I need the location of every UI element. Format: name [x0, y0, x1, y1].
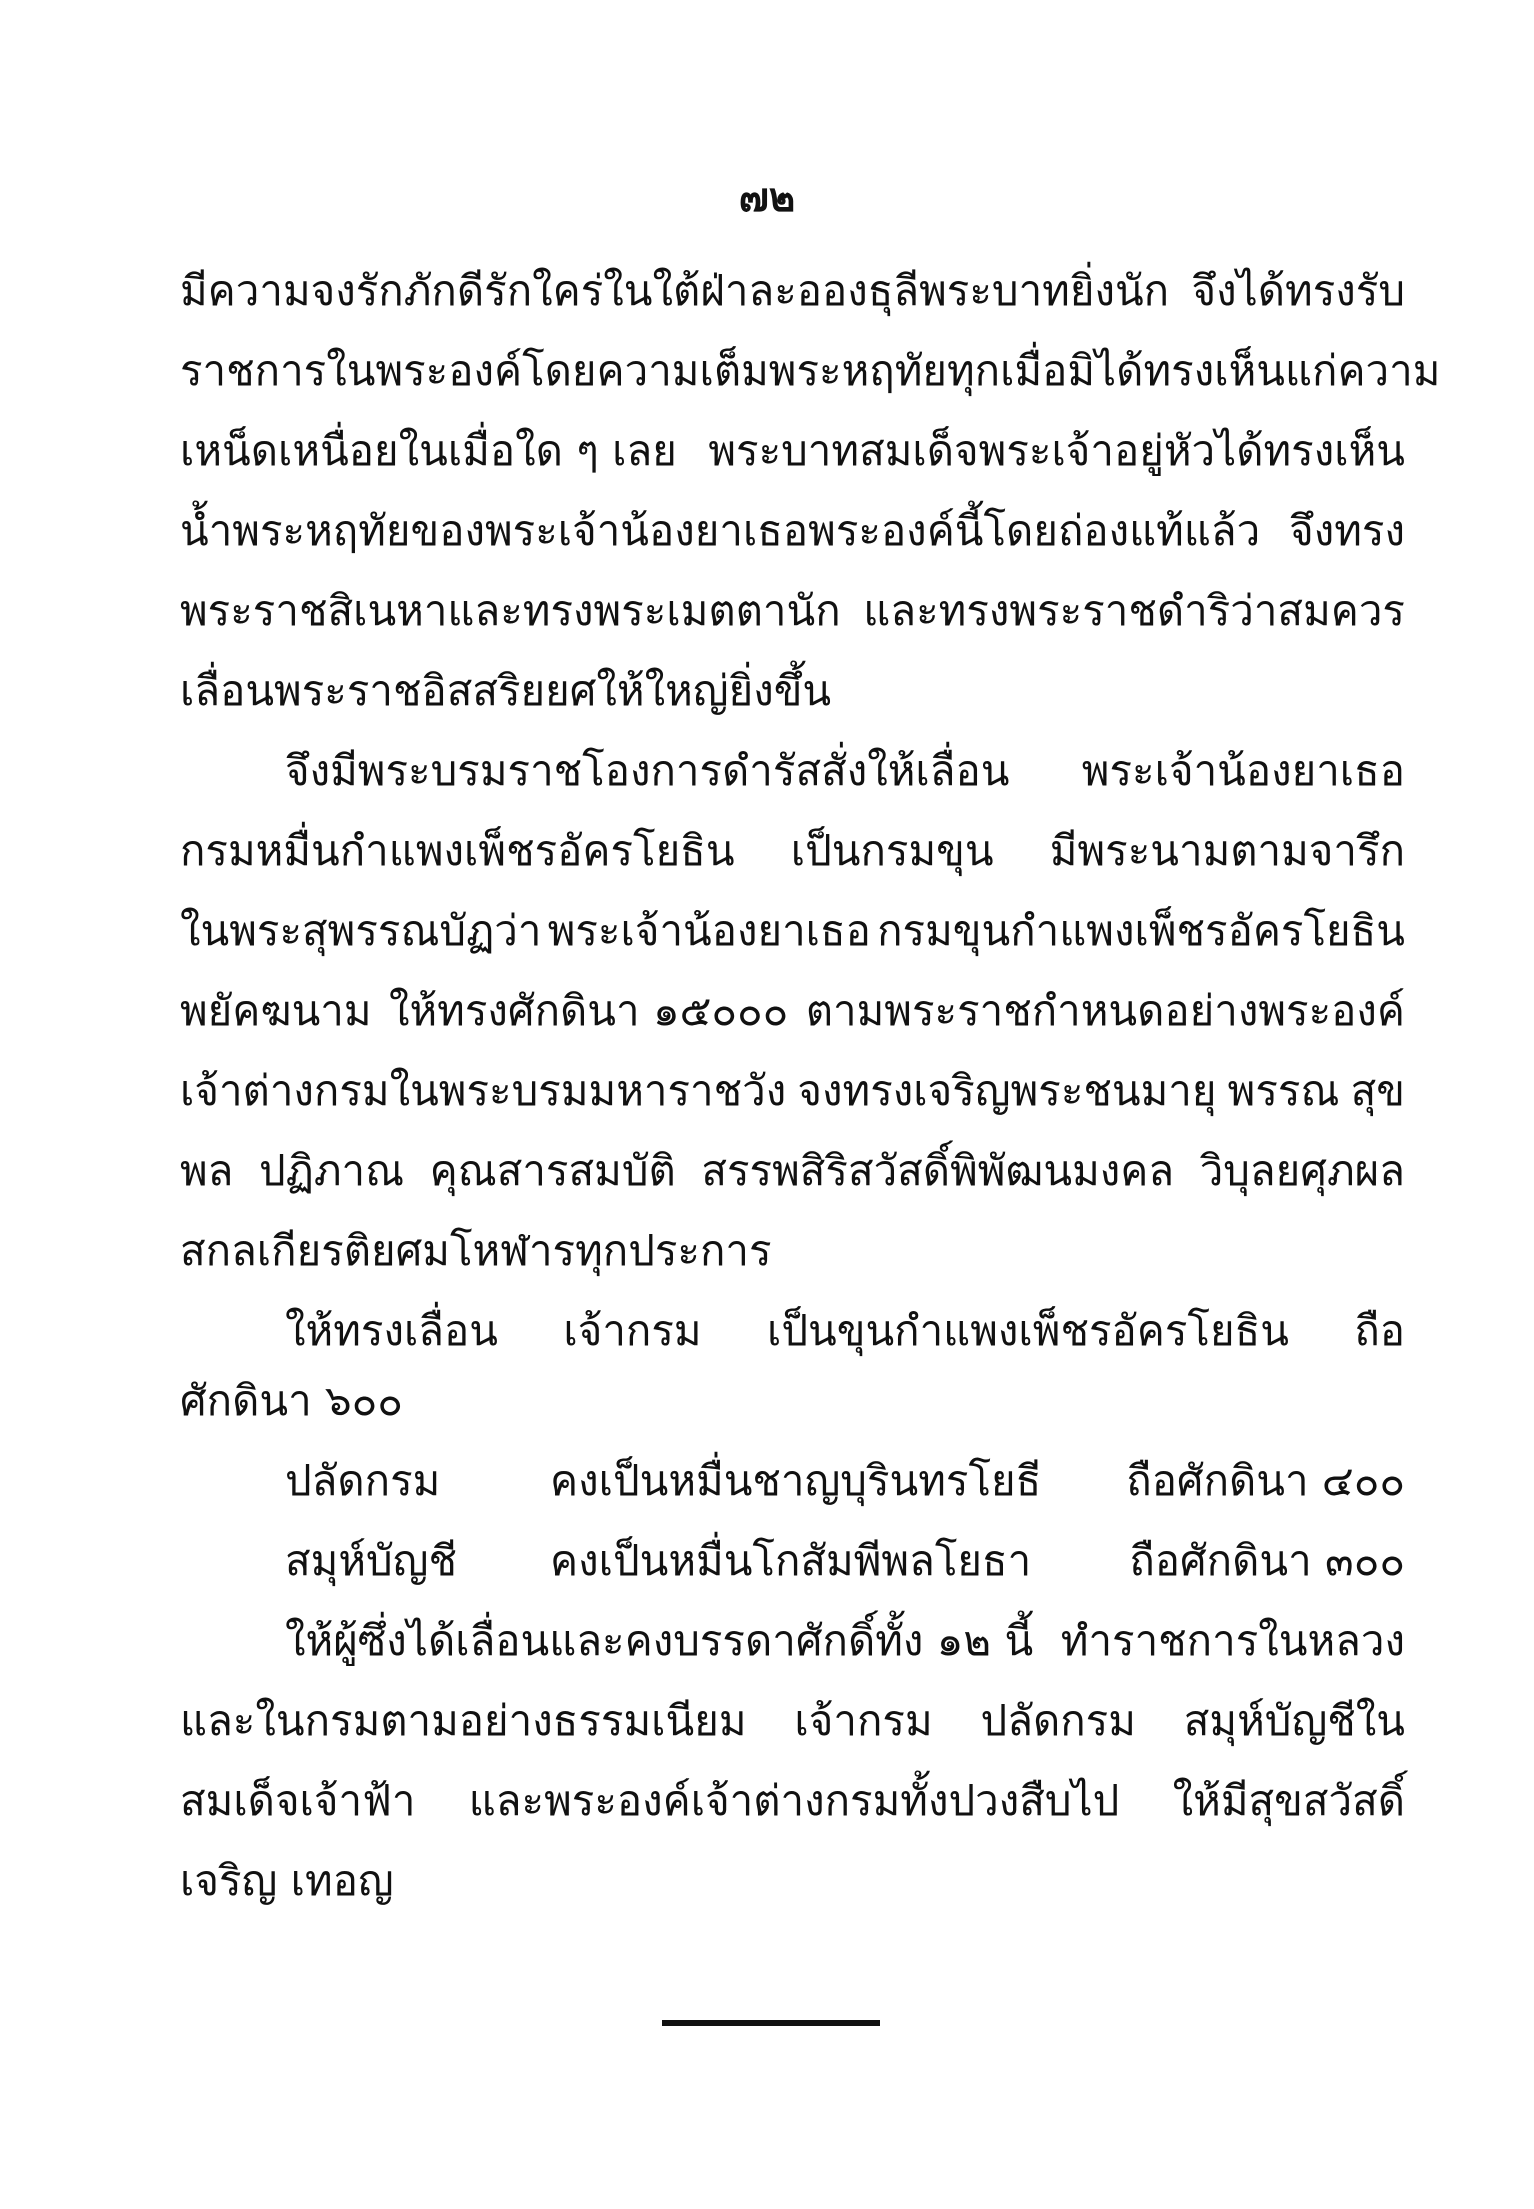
- text-segment: และในกรมตามอย่างธรรมเนียม: [180, 1696, 747, 1745]
- text-segment: พระเจ้าน้องยาเธอ: [1081, 746, 1405, 795]
- text-line: [180, 896, 1405, 966]
- official-name: คงเป็นหมื่นโกสัมพีพลโยธา: [550, 1536, 1032, 1585]
- text-line: [285, 1606, 1405, 1676]
- text-segment: มิได้ทรงเห็นแก่ความ: [1067, 346, 1441, 395]
- text-segment: และทรงพระราชดำริว่าสมควร: [863, 586, 1405, 635]
- text-segment: พล: [180, 1146, 234, 1195]
- text-segment: ศักดินา ๖๐๐: [180, 1376, 403, 1425]
- text-segment: ให้ทรงศักดินา ๑๕๐๐๐: [388, 986, 789, 1035]
- text-line: [180, 1366, 1405, 1436]
- text-segment: เป็นขุนกำแพงเพ็ชรอัครโยธิน: [767, 1306, 1289, 1355]
- official-row: [285, 1526, 1405, 1596]
- text-segment: เจ้าต่างกรมในพระบรมมหาราชวัง: [180, 1066, 787, 1115]
- text-line: [180, 1846, 1405, 1916]
- text-segment: สรรพสิริสวัสดิ์พิพัฒนมงคล: [701, 1146, 1175, 1195]
- text-segment: พรรณ: [1227, 1066, 1340, 1115]
- text-line: [285, 1296, 1405, 1366]
- text-line: [180, 1056, 1405, 1126]
- text-line: [180, 976, 1405, 1046]
- text-segment: ในพระสุพรรณบัฏว่า: [180, 906, 542, 955]
- text-line: [180, 416, 1405, 486]
- text-segment: กรมขุนกำแพงเพ็ชรอัครโยธิน: [877, 906, 1405, 955]
- text-segment: ปลัดกรม: [980, 1696, 1136, 1745]
- text-segment: ทำราชการในหลวง: [1060, 1616, 1405, 1665]
- text-segment: มีความจงรักภักดีรักใคร่ในใต้ฝ่าละอองธุลีพระบาทยิ่งนัก: [180, 266, 1170, 315]
- official-row: [285, 1446, 1405, 1516]
- text-segment: เลื่อนพระราชอิสสริยยศให้ใหญ่ยิ่งขึ้น: [180, 666, 832, 715]
- text-segment: ปฏิภาณ: [259, 1146, 405, 1195]
- closing-rule: [662, 2020, 880, 2026]
- text-segment: สกลเกียรติยศมโหฬารทุกประการ: [180, 1226, 772, 1275]
- text-line: [180, 656, 1405, 726]
- text-segment: ราชการในพระองค์โดยความเต็มพระหฤทัยทุกเมื่อ: [180, 346, 1068, 395]
- text-line: [180, 178, 1405, 248]
- text-segment: พยัคฆนาม: [180, 986, 372, 1035]
- text-segment: เจ้ากรม: [794, 1696, 933, 1745]
- official-rank: ถือศักดินา ๔๐๐: [1126, 1456, 1405, 1505]
- text-segment: จงทรงเจริญพระชนมายุ: [797, 1066, 1217, 1115]
- text-segment: ให้ทรงเลื่อน: [285, 1306, 498, 1355]
- official-rank: ถือศักดินา ๓๐๐: [1129, 1536, 1405, 1585]
- text-segment: เหน็ดเหนื่อยในเมื่อใด ๆ เลย: [180, 426, 677, 475]
- text-segment: พระบาทสมเด็จพระเจ้าอยู่หัวได้ทรงเห็น: [708, 426, 1405, 475]
- official-title: ปลัดกรม: [285, 1456, 441, 1505]
- text-segment: สมุห์บัญชีใน: [1183, 1696, 1405, 1745]
- text-segment: ตามพระราชกำหนดอย่างพระองค์: [805, 986, 1405, 1035]
- text-line: [180, 496, 1405, 566]
- text-segment: สุข: [1350, 1066, 1405, 1115]
- text-line: [180, 1686, 1405, 1756]
- text-line: [180, 1136, 1405, 1206]
- page-number: ๗๒: [738, 175, 796, 221]
- text-segment: ถือ: [1354, 1306, 1405, 1355]
- text-segment: เจริญ เทอญ: [180, 1856, 394, 1905]
- text-segment: ให้มีสุขสวัสดิ์: [1172, 1776, 1405, 1825]
- text-segment: จึงได้ทรงรับ: [1191, 266, 1405, 315]
- text-line: [180, 1216, 1405, 1286]
- official-name: คงเป็นหมื่นชาญบุรินทรโยธี: [550, 1456, 1042, 1505]
- text-segment: มีพระนามตามจารึก: [1049, 826, 1405, 875]
- text-segment: เป็นกรมขุน: [790, 826, 994, 875]
- text-line: [180, 576, 1405, 646]
- text-line: [180, 1766, 1405, 1836]
- text-segment: ให้ผู้ซึ่งได้เลื่อนและคงบรรดาศักดิ์ทั้ง ๑๒ นี้: [285, 1616, 1034, 1665]
- text-segment: เจ้ากรม: [563, 1306, 702, 1355]
- text-segment: พระราชสิเนหาและทรงพระเมตตานัก: [180, 586, 841, 635]
- text-segment: จึงทรง: [1289, 506, 1405, 555]
- text-segment: คุณสารสมบัติ: [429, 1146, 676, 1195]
- text-segment: และพระองค์เจ้าต่างกรมทั้งปวงสืบไป: [468, 1776, 1120, 1825]
- text-segment: กรมหมื่นกำแพงเพ็ชรอัครโยธิน: [180, 826, 735, 875]
- text-segment: วิบุลยศุภผล: [1199, 1146, 1405, 1195]
- official-title: สมุห์บัญชี: [285, 1536, 457, 1585]
- text-line: [180, 816, 1405, 886]
- text-segment: พระเจ้าน้องยาเธอ: [547, 906, 871, 955]
- text-line: [180, 256, 1405, 326]
- text-segment: จึงมีพระบรมราชโองการดำรัสสั่งให้เลื่อน: [285, 746, 1010, 795]
- text-line: [285, 736, 1405, 806]
- text-segment: น้ำพระหฤทัยของพระเจ้าน้องยาเธอพระองค์นี้โดยถ่องแท้แล้ว: [180, 506, 1261, 555]
- text-line: [180, 336, 1441, 406]
- text-segment: สมเด็จเจ้าฟ้า: [180, 1776, 416, 1825]
